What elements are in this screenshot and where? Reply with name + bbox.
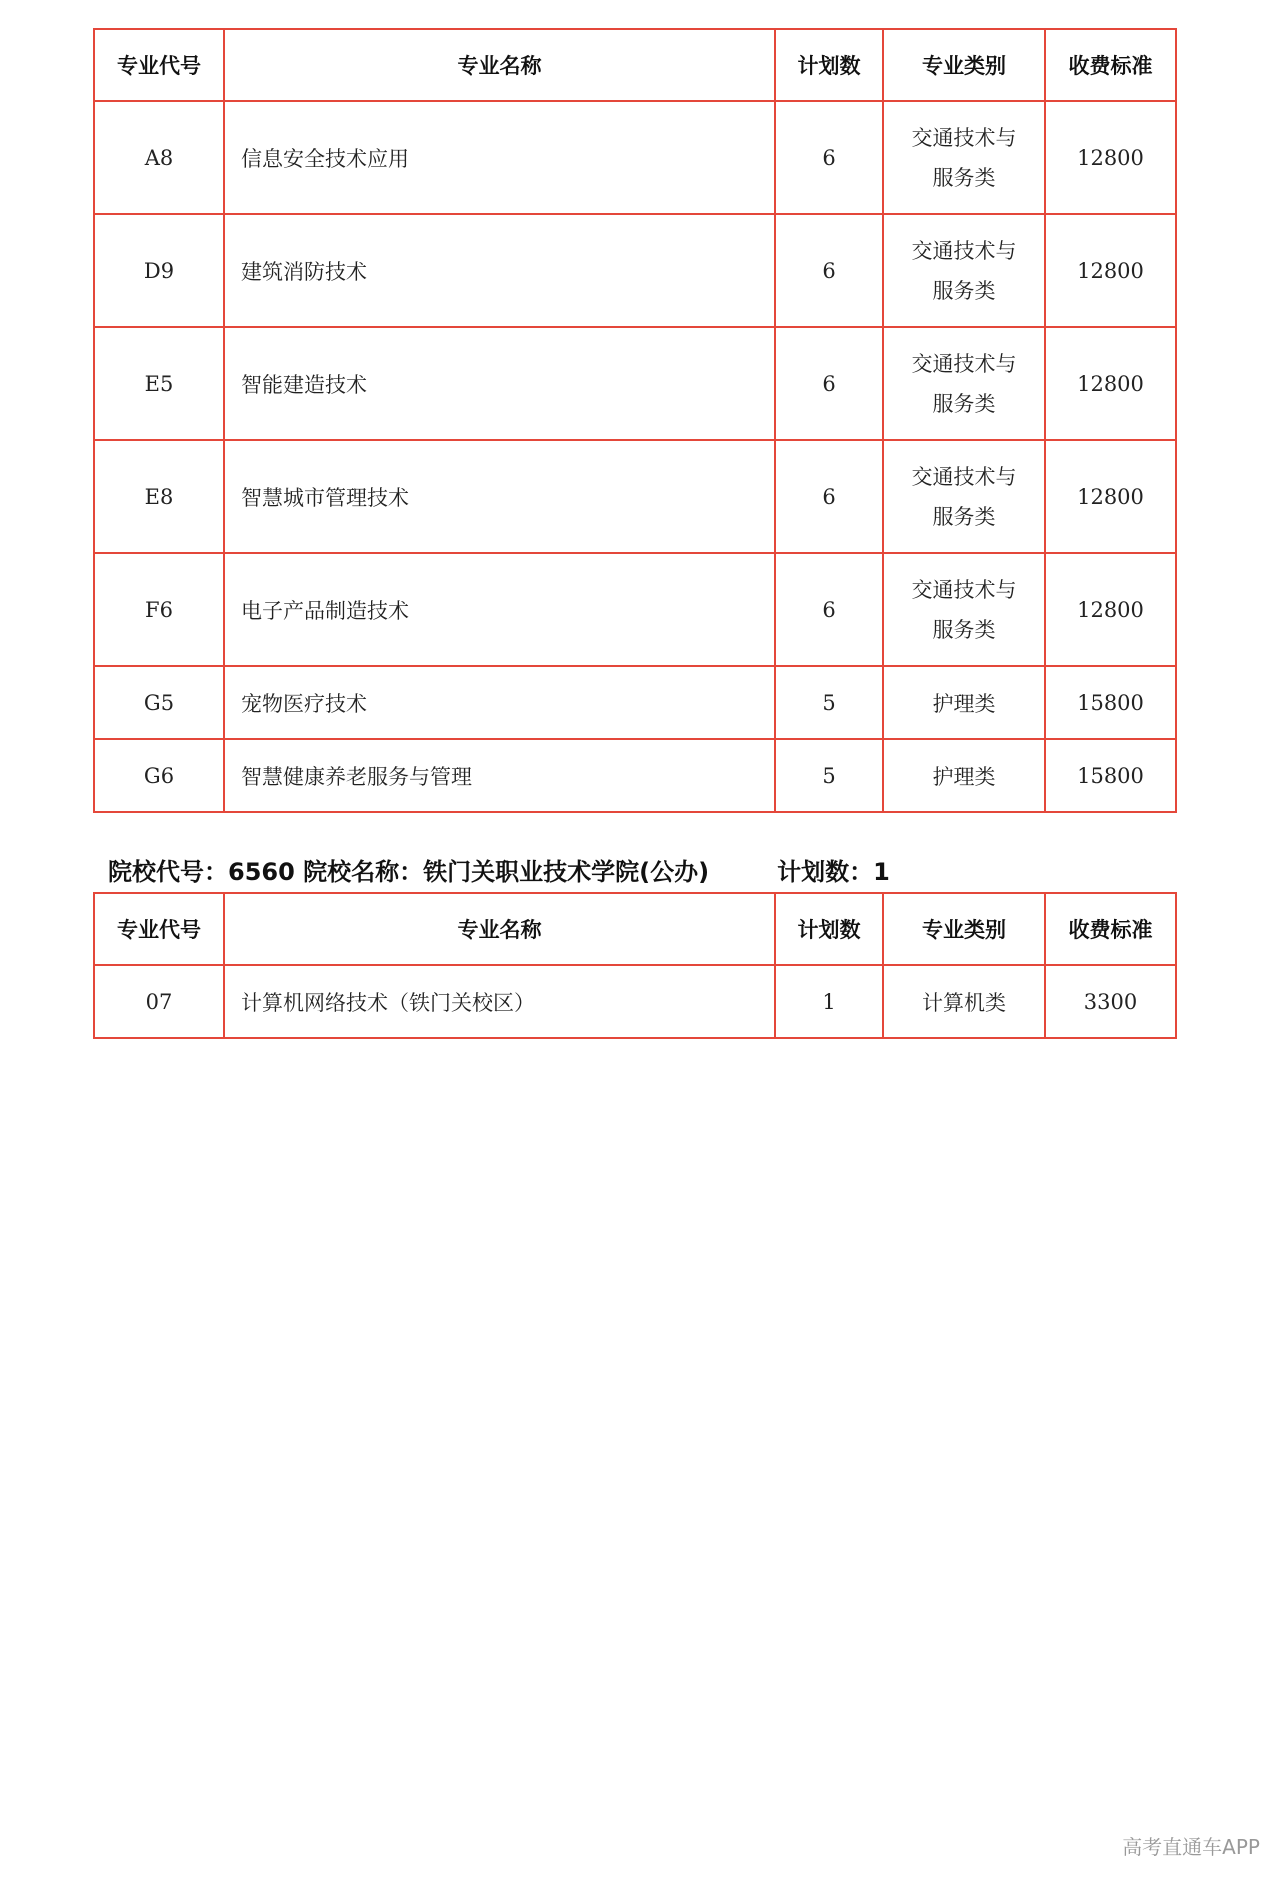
table-row (94, 965, 1176, 1038)
major-name: 宠物医疗技术 (224, 666, 775, 739)
header-plan: 计划数 (775, 893, 883, 965)
major-name: 智慧城市管理技术 (224, 440, 775, 553)
table-row (94, 214, 1176, 327)
major-name: 计算机网络技术（铁门关校区） (224, 965, 775, 1038)
category-line: 服务类 (932, 278, 996, 303)
fee: 12800 (1045, 440, 1176, 553)
fee: 12800 (1045, 214, 1176, 327)
major-category: 计算机类 (883, 965, 1045, 1038)
table-row (94, 666, 1176, 739)
table-row (94, 101, 1176, 214)
school-plan-count: 计划数：1 (777, 858, 890, 886)
category-line: 交通技术与 (911, 577, 1017, 602)
category-line: 交通技术与 (911, 238, 1017, 263)
major-category (883, 440, 1045, 553)
major-category: 护理类 (883, 666, 1045, 739)
category-line: 交通技术与 (911, 351, 1017, 376)
school-title: 院校代号：6560 院校名称：铁门关职业技术学院(公办) (108, 858, 710, 886)
plan-count: 6 (775, 101, 883, 214)
plan-count: 1 (775, 965, 883, 1038)
fee: 15800 (1045, 666, 1176, 739)
header-plan: 计划数 (775, 29, 883, 101)
fee: 12800 (1045, 553, 1176, 666)
major-code: G5 (94, 666, 224, 739)
major-name: 智能建造技术 (224, 327, 775, 440)
majors-table-2 (93, 892, 1177, 1039)
category-line: 服务类 (932, 617, 996, 642)
major-name: 智慧健康养老服务与管理 (224, 739, 775, 812)
category-line: 交通技术与 (911, 464, 1017, 489)
school-header (108, 852, 890, 887)
major-name: 建筑消防技术 (224, 214, 775, 327)
table-row (94, 440, 1176, 553)
category-line: 服务类 (932, 165, 996, 190)
major-name: 信息安全技术应用 (224, 101, 775, 214)
watermark: 高考直通车APP (1122, 1835, 1260, 1859)
table-row (94, 327, 1176, 440)
header-fee: 收费标准 (1045, 893, 1176, 965)
major-code: E5 (94, 327, 224, 440)
major-category: 护理类 (883, 739, 1045, 812)
table-row (94, 553, 1176, 666)
major-category (883, 214, 1045, 327)
plan-count: 5 (775, 739, 883, 812)
plan-count: 6 (775, 553, 883, 666)
majors-table-1 (93, 28, 1177, 813)
fee: 3300 (1045, 965, 1176, 1038)
major-code: G6 (94, 739, 224, 812)
major-name: 电子产品制造技术 (224, 553, 775, 666)
major-code: D9 (94, 214, 224, 327)
major-code: A8 (94, 101, 224, 214)
header-category: 专业类别 (883, 29, 1045, 101)
fee: 12800 (1045, 327, 1176, 440)
major-category (883, 327, 1045, 440)
header-fee: 收费标准 (1045, 29, 1176, 101)
plan-count: 5 (775, 666, 883, 739)
header-category: 专业类别 (883, 893, 1045, 965)
plan-count: 6 (775, 440, 883, 553)
table-header-row (94, 893, 1176, 965)
plan-count: 6 (775, 327, 883, 440)
category-line: 服务类 (932, 504, 996, 529)
table-header-row (94, 29, 1176, 101)
major-category (883, 101, 1045, 214)
major-code: E8 (94, 440, 224, 553)
header-name: 专业名称 (224, 29, 775, 101)
fee: 12800 (1045, 101, 1176, 214)
plan-count: 6 (775, 214, 883, 327)
major-category (883, 553, 1045, 666)
header-name: 专业名称 (224, 893, 775, 965)
major-code: F6 (94, 553, 224, 666)
category-line: 服务类 (932, 391, 996, 416)
header-code: 专业代号 (94, 29, 224, 101)
major-code: 07 (94, 965, 224, 1038)
header-code: 专业代号 (94, 893, 224, 965)
table-row (94, 739, 1176, 812)
fee: 15800 (1045, 739, 1176, 812)
category-line: 交通技术与 (911, 125, 1017, 150)
